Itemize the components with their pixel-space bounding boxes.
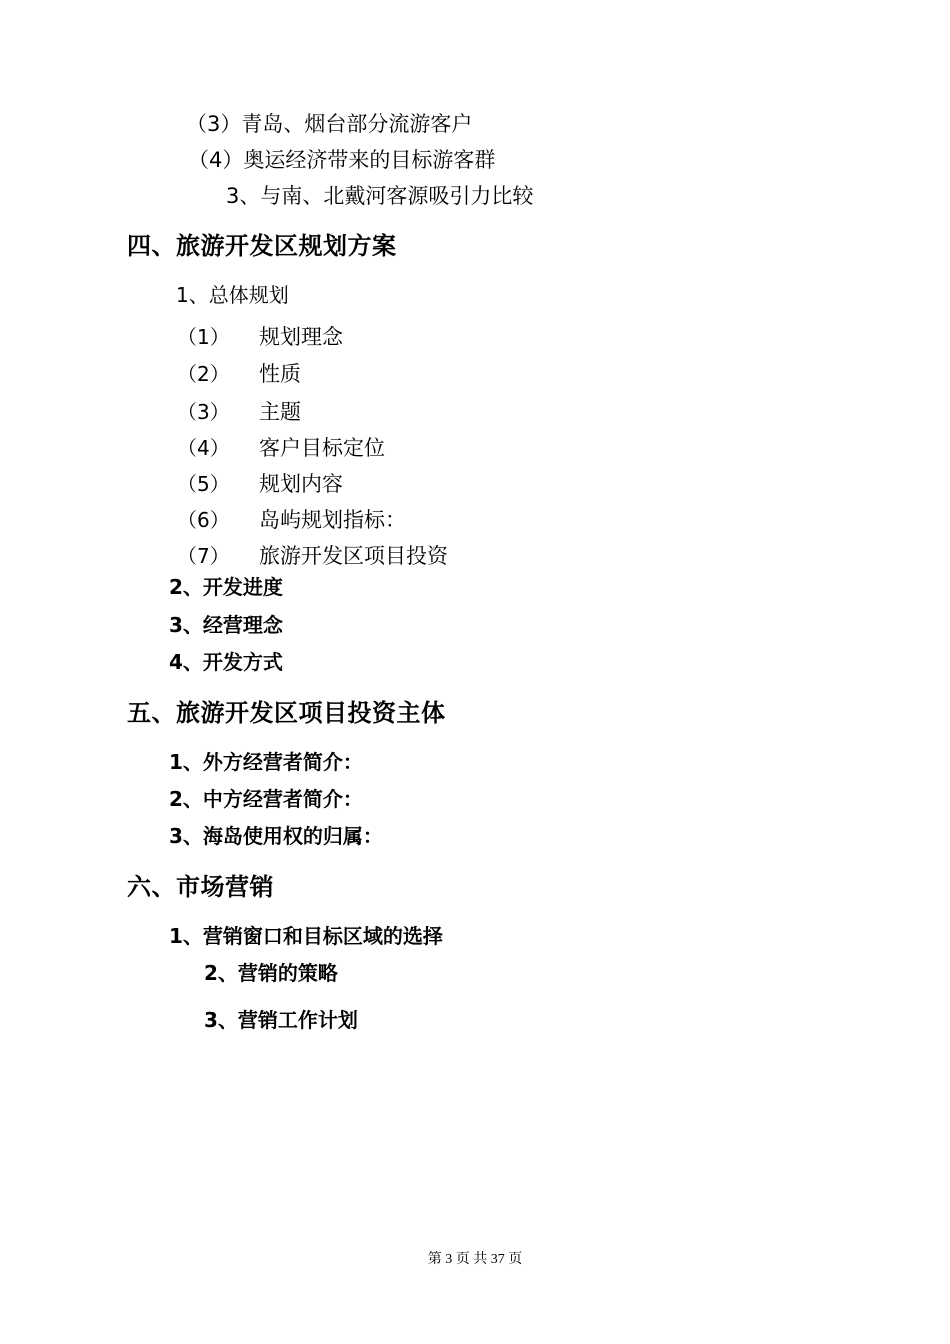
section4-sub-6-label: 岛屿规划指标： <box>259 508 406 532</box>
section4-sub-2-label: 性质 <box>259 362 301 386</box>
section-heading-6: 六、市场营销 <box>127 873 274 901</box>
section5-item-3: 3、海岛使用权的归属： <box>169 824 383 848</box>
section4-item-1: 1、总体规划 <box>176 283 289 307</box>
section4-sub-5-label: 规划内容 <box>259 472 343 496</box>
section-heading-4: 四、旅游开发区规划方案 <box>127 232 397 260</box>
section4-sub-6-num: （6） <box>177 508 230 532</box>
section4-sub-7-label: 旅游开发区项目投资 <box>259 544 448 568</box>
outline-item-3-3: （3）青岛、烟台部分流游客户 <box>186 112 473 136</box>
outline-item-3-4: （4）奥运经济带来的目标游客群 <box>188 148 496 172</box>
section4-sub-1-label: 规划理念 <box>259 325 343 349</box>
page-number-footer: 第 3 页 共 37 页 <box>427 1252 523 1267</box>
section-heading-5: 五、旅游开发区项目投资主体 <box>127 699 446 727</box>
section4-item-3: 3、经营理念 <box>169 613 283 637</box>
section4-sub-2-num: （2） <box>177 362 230 386</box>
section4-sub-4-num: （4） <box>177 436 230 460</box>
outline-item-3: 3、与南、北戴河客源吸引力比较 <box>226 184 534 208</box>
section4-sub-4-label: 客户目标定位 <box>259 436 385 460</box>
section5-item-1: 1、外方经营者简介： <box>169 750 363 774</box>
section4-sub-3-label: 主题 <box>259 400 301 424</box>
section4-sub-1-num: （1） <box>177 325 230 349</box>
section6-item-1: 1、营销窗口和目标区域的选择 <box>169 924 443 948</box>
section4-sub-3-num: （3） <box>177 400 230 424</box>
section6-item-3: 3、营销工作计划 <box>204 1008 358 1032</box>
section5-item-2: 2、中方经营者简介： <box>169 787 363 811</box>
section4-sub-7-num: （7） <box>177 544 230 568</box>
section4-item-2: 2、开发进度 <box>169 575 283 599</box>
section6-item-2: 2、营销的策略 <box>204 961 338 985</box>
section4-item-4: 4、开发方式 <box>169 650 283 674</box>
section4-sub-5-num: （5） <box>177 472 230 496</box>
